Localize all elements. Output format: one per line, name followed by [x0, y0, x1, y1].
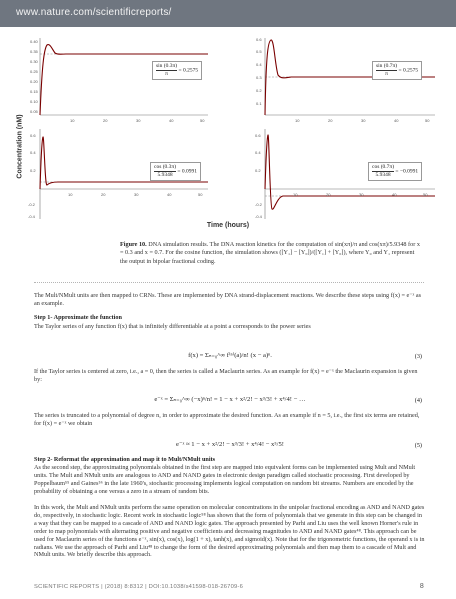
ytick: 0.15 — [30, 89, 38, 94]
xtick: 10 — [70, 118, 75, 123]
paragraph-stochastic: As the second step, the approximating polynomials obtained in the first step are mapped into equivalent forms can be implemented using Mult and NMult units. The Mult and NMult units are analogous to AND and NAND gates in electronic design paradigm called stochastic processing. First developed by Poppelbaum⁵⁵ and Gaines⁵⁶ in the late 1960's, stochastic processing implements logical computation on random bit streams. Numbers are encoded by the probability of obtaining a one versus a zero in a stream of random bits. — [34, 464, 416, 495]
xtick: 30 — [134, 192, 139, 197]
ytick: 0.2 — [256, 88, 262, 93]
equation-3 — [34, 345, 426, 367]
ytick: 0.4 — [256, 62, 262, 67]
panel-label-sin-0.3: $\frac{\sin (0.3\pi)}{\pi}$ = 0.2575 — [152, 61, 202, 80]
equation-3-body: f(x) = Σₙ₌₀^∞ f⁽ⁿ⁾(a)/n! (x − a)ⁿ. — [188, 352, 272, 359]
xtick: 10 — [68, 192, 73, 197]
plot-sin-0.3 — [28, 35, 210, 127]
ytick: 0.2 — [255, 168, 261, 173]
ytick: 0.30 — [30, 59, 38, 64]
divider — [34, 282, 424, 283]
ytick: 0.6 — [30, 133, 36, 138]
equation-5-body: e⁻ˣ ≈ 1 − x + x²/2! − x³/3! + x⁴/4! − x⁵/5! — [176, 441, 284, 448]
xtick: 20 — [328, 118, 333, 123]
xtick: 50 — [423, 192, 428, 197]
step1-heading: Step 1- Approximate the function — [34, 314, 122, 321]
page-number: 8 — [419, 583, 424, 590]
ytick: 0.05 — [30, 109, 38, 114]
ytick: 0.40 — [30, 39, 38, 44]
ytick: 0.5 — [256, 49, 262, 54]
paragraph-intro: The Mult/NMult units are then mapped to CRNs. These are implemented by DNA strand-displacement reactions. We describe these steps using f(x) = e⁻ˣ as an example. — [34, 292, 422, 307]
ytick: 0.1 — [256, 101, 262, 106]
xtick: 30 — [361, 118, 366, 123]
page-footer — [34, 584, 426, 594]
xtick: 40 — [394, 118, 399, 123]
paragraph-taylor: The Taylor series of any function f(x) that is infinitely differentiable at a point a corresponds to the power series — [34, 323, 311, 330]
panel-label-sin-0.7: $\frac{\sin (0.7\pi)}{\pi}$ = 0.2575 — [372, 61, 422, 80]
equation-3-number: (3) — [414, 353, 422, 360]
ytick: 0.3 — [256, 75, 262, 80]
xtick: 40 — [167, 192, 172, 197]
xtick: 30 — [136, 118, 141, 123]
ytick: 0.20 — [30, 79, 38, 84]
ytick: 0.6 — [255, 133, 261, 138]
paragraph-truncate: The series is truncated to a polynomial of degree n, in order to approximate the desired function. As an example if n = 5, i.e., the first six terms are retained, for f(x) = e⁻ˣ we obtain — [34, 412, 420, 427]
journal-url[interactable]: www.nature.com/scientificreports/ — [16, 7, 172, 18]
ytick: 0.4 — [30, 150, 36, 155]
ytick: 0.35 — [30, 49, 38, 54]
figure-label: Figure 10. — [120, 241, 147, 248]
paragraph-maclaurin: If the Taylor series is centered at zero, i.e., a = 0, then the series is called a Maclaurin series. As an example for f(x) = e⁻ˣ the Maclaurin expansion is given by: — [34, 368, 418, 383]
y-axis-title — [13, 95, 25, 205]
xtick: 40 — [392, 192, 397, 197]
ytick: 0.2 — [30, 168, 36, 173]
ytick: -0.2 — [28, 202, 35, 207]
footer-citation: SCIENTIFIC REPORTS | (2018) 8:8312 | DOI:10.1038/s41598-018-26709-6 — [34, 584, 243, 590]
xtick: 20 — [326, 192, 331, 197]
equation-5 — [34, 434, 426, 454]
figure-caption — [120, 241, 420, 266]
figure-caption-text: DNA simulation results. The DNA reaction kinetics for the computation of sin(xπ)/π and cos(xπ)/5.9348 for x = 0.3 and x = 0.7. For the cosine function, the simulation shows ([Y₁] − [Y₀])/([Y₁] + [Y₀]), where Y₀ and Y₁ represent the output in bipolar fractional coding. — [120, 241, 420, 265]
ytick: 0.4 — [255, 150, 261, 155]
plot-sin-0.7 — [255, 35, 437, 127]
xtick: 50 — [425, 118, 430, 123]
equation-4-number: (4) — [414, 397, 422, 404]
xtick: 30 — [359, 192, 364, 197]
ytick: 0.10 — [30, 99, 38, 104]
equation-5-number: (5) — [414, 442, 422, 449]
paragraph-mult-units: In this work, the Mult and NMult units perform the same operation on molecular concentrations in the unipolar fractional encoding as AND and NAND gates do, respectively, in stochastic logic. Recent work in stochastic logic⁵⁸ has shown that the form of polynomials that we generate in this step can be changed in a way that they can be mapped to a cascade of AND and NAND logic gates. The approach presented by Parhi and Liu uses the well known Horner's rule in order to map polynomials with alternating positive and negative coefficients and decreasing magnitudes to AND and NAND gates⁴⁸. This approach can be used for Maclaurin series of the functions e⁻ˣ, sin(x), cos(x), log(1 + x), tanh(x), and sigmoid(x). Note that for the trigonometric functions, the operand x is in radians. We use the approach of Parhi and Liu⁴⁸ to change the form of the desired approximating polynomials and then map them to a cascade of Mult and NMult units. We briefly describe this approach. — [34, 504, 425, 559]
xtick: 10 — [295, 118, 300, 123]
step2-heading: Step 2- Reformat the approximation and map it to Mult/NMult units — [34, 456, 216, 463]
ytick: -0.4 — [28, 214, 35, 219]
x-axis-title: Time (hours) — [206, 222, 250, 229]
journal-header-bar — [0, 0, 456, 27]
equation-4-body: e⁻ˣ = Σₙ₌₀^∞ (−x)ⁿ/n! = 1 − x + x²/2! − x³/3! + x⁴/4! − … — [154, 396, 306, 403]
panel-label-cos-0.3: $\frac{\cos (0.3\pi)}{5.9348}$ = 0.0991 — [150, 162, 201, 181]
xtick: 20 — [101, 192, 106, 197]
ytick: 0.25 — [30, 69, 38, 74]
xtick: 50 — [200, 118, 205, 123]
xtick: 50 — [198, 192, 203, 197]
y-axis-title-text: Concentration (nM) — [16, 114, 24, 179]
ytick: -0.2 — [255, 202, 262, 207]
ytick: -0.4 — [255, 214, 262, 219]
equation-4 — [34, 389, 426, 411]
ytick: 0.6 — [256, 37, 262, 42]
xtick: 10 — [293, 192, 298, 197]
xtick: 40 — [169, 118, 174, 123]
panel-label-cos-0.7: $\frac{\cos (0.7\pi)}{5.9348}$ = −0.0991 — [368, 162, 422, 181]
xtick: 20 — [103, 118, 108, 123]
